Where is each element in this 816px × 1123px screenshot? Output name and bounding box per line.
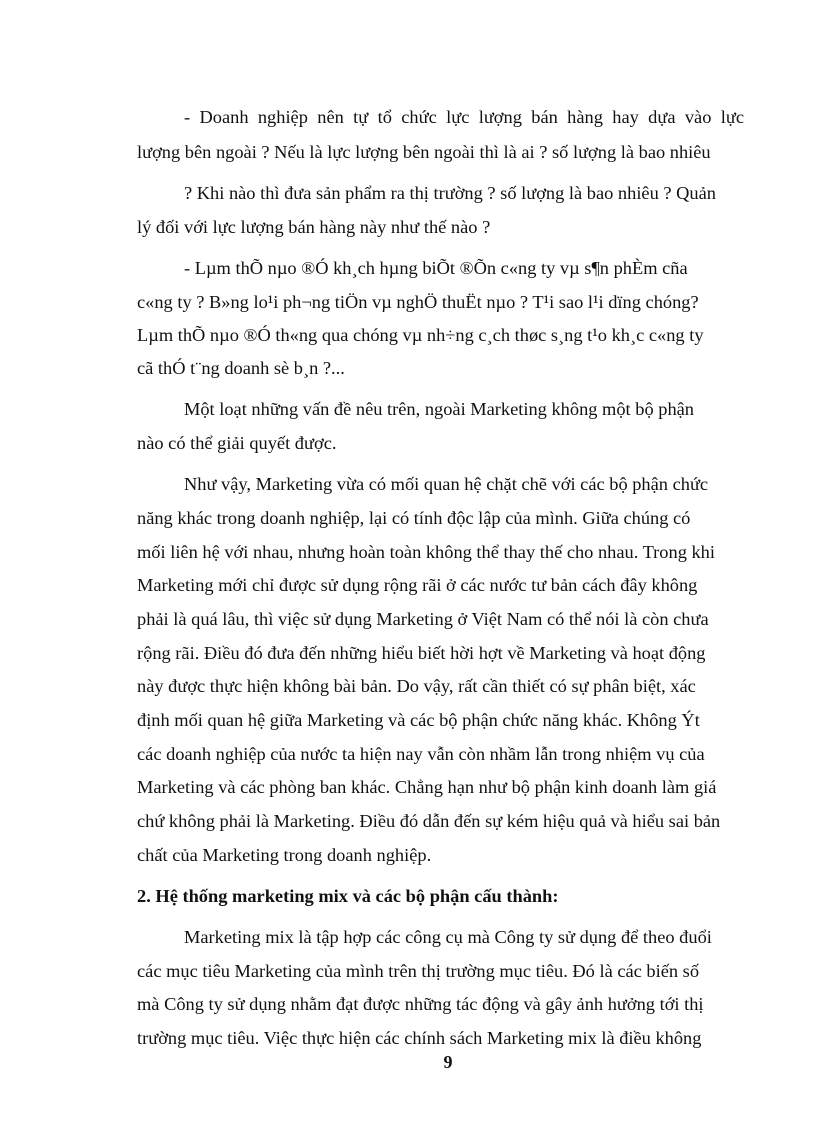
text-line: - Doanh nghiệp nên tự tổ chức lực lượng bán hàng hay dựa vào lực: [184, 107, 744, 127]
text-line: mà Công ty sử dụng nhằm đạt được những tác động và gây ảnh hưởng tới thị: [137, 994, 704, 1014]
text-line: ? Khi nào thì đưa sản phẩm ra thị trường ? số lượng là bao nhiêu ? Quản: [184, 183, 716, 203]
text-line: chứ không phải là Marketing. Điều đó dẫn đến sự kém hiệu quả và hiểu sai bản: [137, 811, 721, 831]
text-line: phải là quá lâu, thì việc sử dụng Marketing ở Việt Nam có thể nói là còn chưa: [137, 609, 709, 629]
text-line: định mối quan hệ giữa Marketing và các bộ phận chức năng khác. Không Ýt: [137, 710, 700, 730]
text-line: mối liên hệ với nhau, nhưng hoàn toàn không thể thay thế cho nhau. Trong khi: [137, 542, 715, 562]
text-line: Như vậy, Marketing vừa có mối quan hệ chặt chẽ với các bộ phận chức: [184, 474, 709, 494]
text-line: Marketing mới chỉ được sử dụng rộng rãi ở các nước tư bản cách đây không: [137, 575, 698, 595]
text-line: lượng bên ngoài ? Nếu là lực lượng bên ngoài thì là ai ? số lượng là bao nhiêu: [137, 142, 711, 162]
text-line: c«ng ty ? B»ng lo¹i ph¬ng tiÖn vµ nghÖ thuËt nµo ? T¹i sao l¹i dïng chóng?: [137, 292, 699, 312]
text-line: Marketing và các phòng ban khác. Chẳng hạn như bộ phận kinh doanh làm giá: [137, 777, 717, 797]
section-heading: 2. Hệ thống marketing mix và các bộ phận cấu thành:: [137, 886, 559, 906]
text-line: - Lµm thÕ nµo ®Ó kh¸ch hµng biÕt ®Õn c«ng ty vµ s¶n phÈm cña: [184, 258, 688, 278]
text-line: các doanh nghiệp của nước ta hiện nay vẫn còn nhầm lẫn trong nhiệm vụ của: [137, 744, 705, 764]
text-line: cã thÓ t¨ng doanh sè b¸n ?...: [137, 358, 345, 378]
text-line: Một loạt những vấn đề nêu trên, ngoài Marketing không một bộ phận: [184, 399, 694, 419]
text-line: này được thực hiện không bài bản. Do vậy, rất cần thiết có sự phân biệt, xác: [137, 676, 696, 696]
text-line: Marketing mix là tập hợp các công cụ mà Công ty sử dụng để theo đuổi: [184, 927, 712, 947]
text-line: nào có thể giải quyết được.: [137, 433, 337, 453]
text-line: trường mục tiêu. Việc thực hiện các chính sách Marketing mix là điều không: [137, 1028, 702, 1048]
text-line: rộng rãi. Điều đó đưa đến những hiểu biết hời hợt về Marketing và hoạt động: [137, 643, 706, 663]
text-line: Lµm thÕ nµo ®Ó th«ng qua chóng vµ nh÷ng c¸ch thøc s¸ng t¹o kh¸c c«ng ty: [137, 325, 704, 345]
text-line: chất của Marketing trong doanh nghiệp.: [137, 845, 432, 865]
text-line: năng khác trong doanh nghiệp, lại có tính độc lập của mình. Giữa chúng có: [137, 508, 691, 528]
text-line: các mục tiêu Marketing của mình trên thị trường mục tiêu. Đó là các biến số: [137, 961, 700, 981]
page-number: 9: [443, 1052, 453, 1072]
text-line: lý đối với lực lượng bán hàng này như thế nào ?: [137, 217, 491, 237]
